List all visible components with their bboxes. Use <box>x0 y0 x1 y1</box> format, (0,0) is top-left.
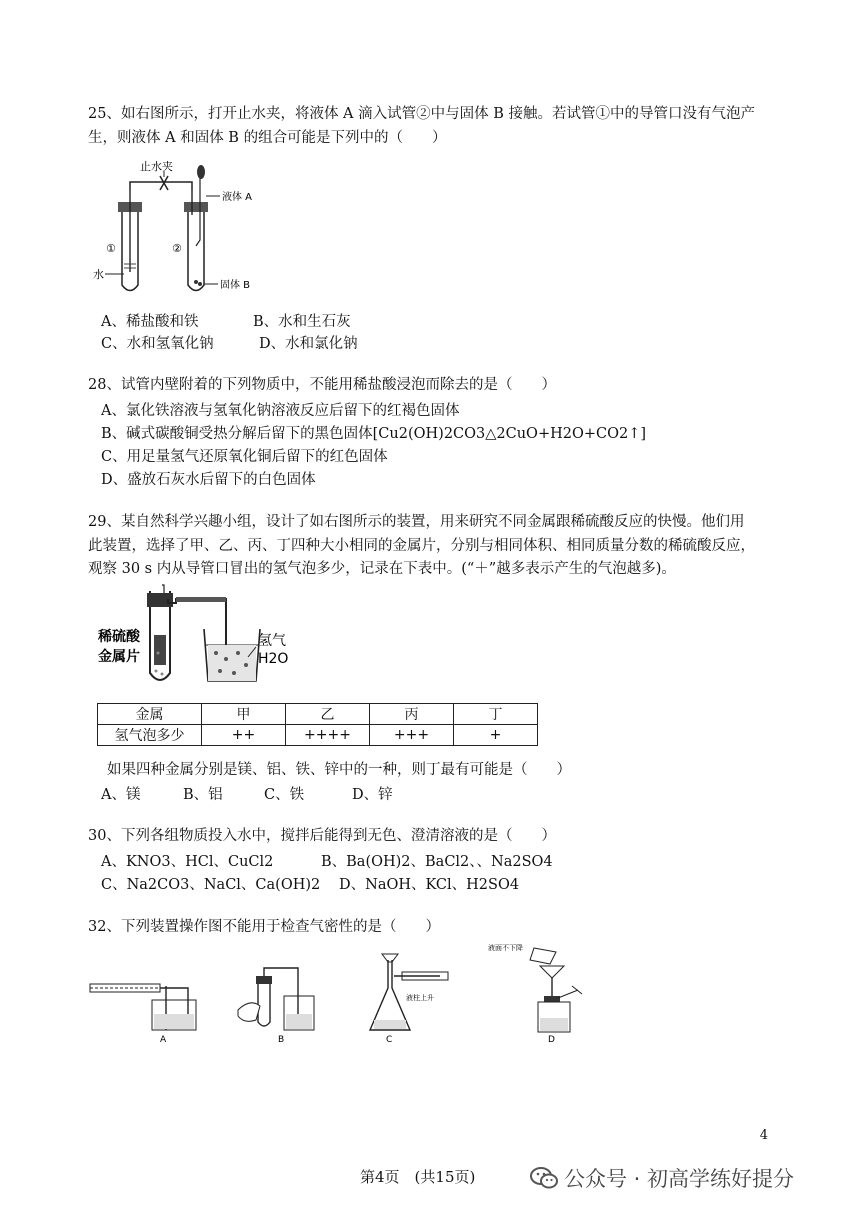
table-cell: +++ <box>370 725 454 746</box>
table-cell: + <box>454 725 538 746</box>
q30-option-b: B、Ba(OH)2、BaCl2、、Na2SO4 <box>321 854 553 870</box>
q29-option-b: B、铝 <box>183 787 223 803</box>
page-number: 4 <box>759 1128 768 1143</box>
q29-stem-line1: 29、某自然科学兴趣小组，设计了如右图所示的装置，用来研究不同金属跟稀硫酸反应的快慢。他们用 <box>88 514 745 530</box>
page-footer: 第4页 (共15页) <box>360 1168 476 1186</box>
q30-stem: 30、下列各组物质投入水中，搅拌后能得到无色、澄清溶液的是（ ） <box>88 828 556 844</box>
tube1-label: ① <box>106 242 116 255</box>
table-header-cell: 甲 <box>202 704 286 725</box>
table-cell: ++ <box>202 725 286 746</box>
table-header-cell: 丁 <box>454 704 538 725</box>
metal-label: 金属片 <box>98 649 140 665</box>
water-formula-label: H2O <box>258 651 289 667</box>
q29-option-a: A、镁 <box>101 787 141 803</box>
watermark <box>530 1163 794 1193</box>
table-header-cell: 丙 <box>370 704 454 725</box>
table-row <box>98 725 538 746</box>
table-header-row <box>98 704 538 725</box>
label-c: C <box>386 1035 393 1045</box>
q28-stem: 28、试管内壁附着的下列物质中，不能用稀盐酸浸泡而除去的是（ ） <box>88 377 556 393</box>
watermark-text: 公众号 · 初高学练好提分 <box>564 1167 795 1191</box>
apparatus-c <box>370 954 448 1045</box>
q29-option-c: C、铁 <box>264 787 305 803</box>
q28-option-b: B、碱式碳酸铜受热分解后留下的黑色固体[Cu2(OH)2CO3△2CuO+H2O+CO2↑] <box>101 426 647 442</box>
q29-figure <box>98 583 318 693</box>
apparatus-d <box>488 943 582 1045</box>
q28-option-d: D、盛放石灰水后留下的白色固体 <box>101 472 316 488</box>
d-note: 液面不下降 <box>488 944 523 952</box>
water-label: 水 <box>93 268 104 281</box>
table-header-cell: 金属 <box>98 704 202 725</box>
q25-option-a: A、稀盐酸和铁 <box>101 314 199 330</box>
q32-stem: 32、下列装置操作图不能用于检查气密性的是（ ） <box>88 919 440 935</box>
table-header-cell: 乙 <box>286 704 370 725</box>
apparatus-b <box>238 968 314 1045</box>
liquid-a-label: 液体 A <box>222 192 253 203</box>
table-cell: 氢气泡多少 <box>98 725 202 746</box>
q29-stem-line3: 观察 30 s 内从导管口冒出的氢气泡多少，记录在下表中。(“＋”越多表示产生的气泡越多)。 <box>88 561 676 577</box>
q28-option-c: C、用足量氢气还原氧化铜后留下的红色固体 <box>101 449 388 465</box>
q25-option-d: D、水和氯化钠 <box>259 336 358 352</box>
label-d: D <box>548 1035 555 1045</box>
q25-stem-line2: 生，则液体 A 和固体 B 的组合可能是下列中的（ ） <box>88 130 447 146</box>
wechat-icon <box>530 1166 558 1190</box>
q25-option-c: C、水和氢氧化钠 <box>101 336 214 352</box>
apparatus-a <box>90 984 196 1045</box>
q29-results-table <box>97 703 538 746</box>
q28-option-a: A、氯化铁溶液与氢氧化钠溶液反应后留下的红褐色固体 <box>101 403 460 419</box>
q30-option-d: D、NaOH、KCl、H2SO4 <box>339 877 520 893</box>
q29-question: 如果四种金属分别是镁、铝、铁、锌中的一种，则丁最有可能是（ ） <box>107 762 571 778</box>
label-a: A <box>160 1035 167 1045</box>
clamp-label: 止水夹 <box>140 160 173 173</box>
tube2-label: ② <box>172 242 182 255</box>
label-b: B <box>278 1035 285 1045</box>
q30-option-a: A、KNO3、HCl、CuCl2 <box>101 854 274 870</box>
q29-option-d: D、锌 <box>352 787 393 803</box>
acid-label: 稀硫酸 <box>98 629 140 645</box>
q25-option-b: B、水和生石灰 <box>253 314 351 330</box>
hydrogen-label: 氢气 <box>258 633 286 649</box>
table-cell: ++++ <box>286 725 370 746</box>
q30-option-c: C、Na2CO3、NaCl、Ca(OH)2 <box>101 877 321 893</box>
c-note: 液柱上升 <box>406 994 434 1002</box>
q32-figure <box>88 940 608 1050</box>
q25-figure <box>88 160 288 300</box>
q25-stem-line1: 25、如右图所示，打开止水夹，将液体 A 滴入试管②中与固体 B 接触。若试管①中的导管口没有气泡产 <box>88 106 756 122</box>
solid-b-label: 固体 B <box>220 280 251 291</box>
q29-stem-line2: 此装置，选择了甲、乙、丙、丁四种大小相同的金属片，分别与相同体积、相同质量分数的稀硫酸反应， <box>88 538 755 554</box>
